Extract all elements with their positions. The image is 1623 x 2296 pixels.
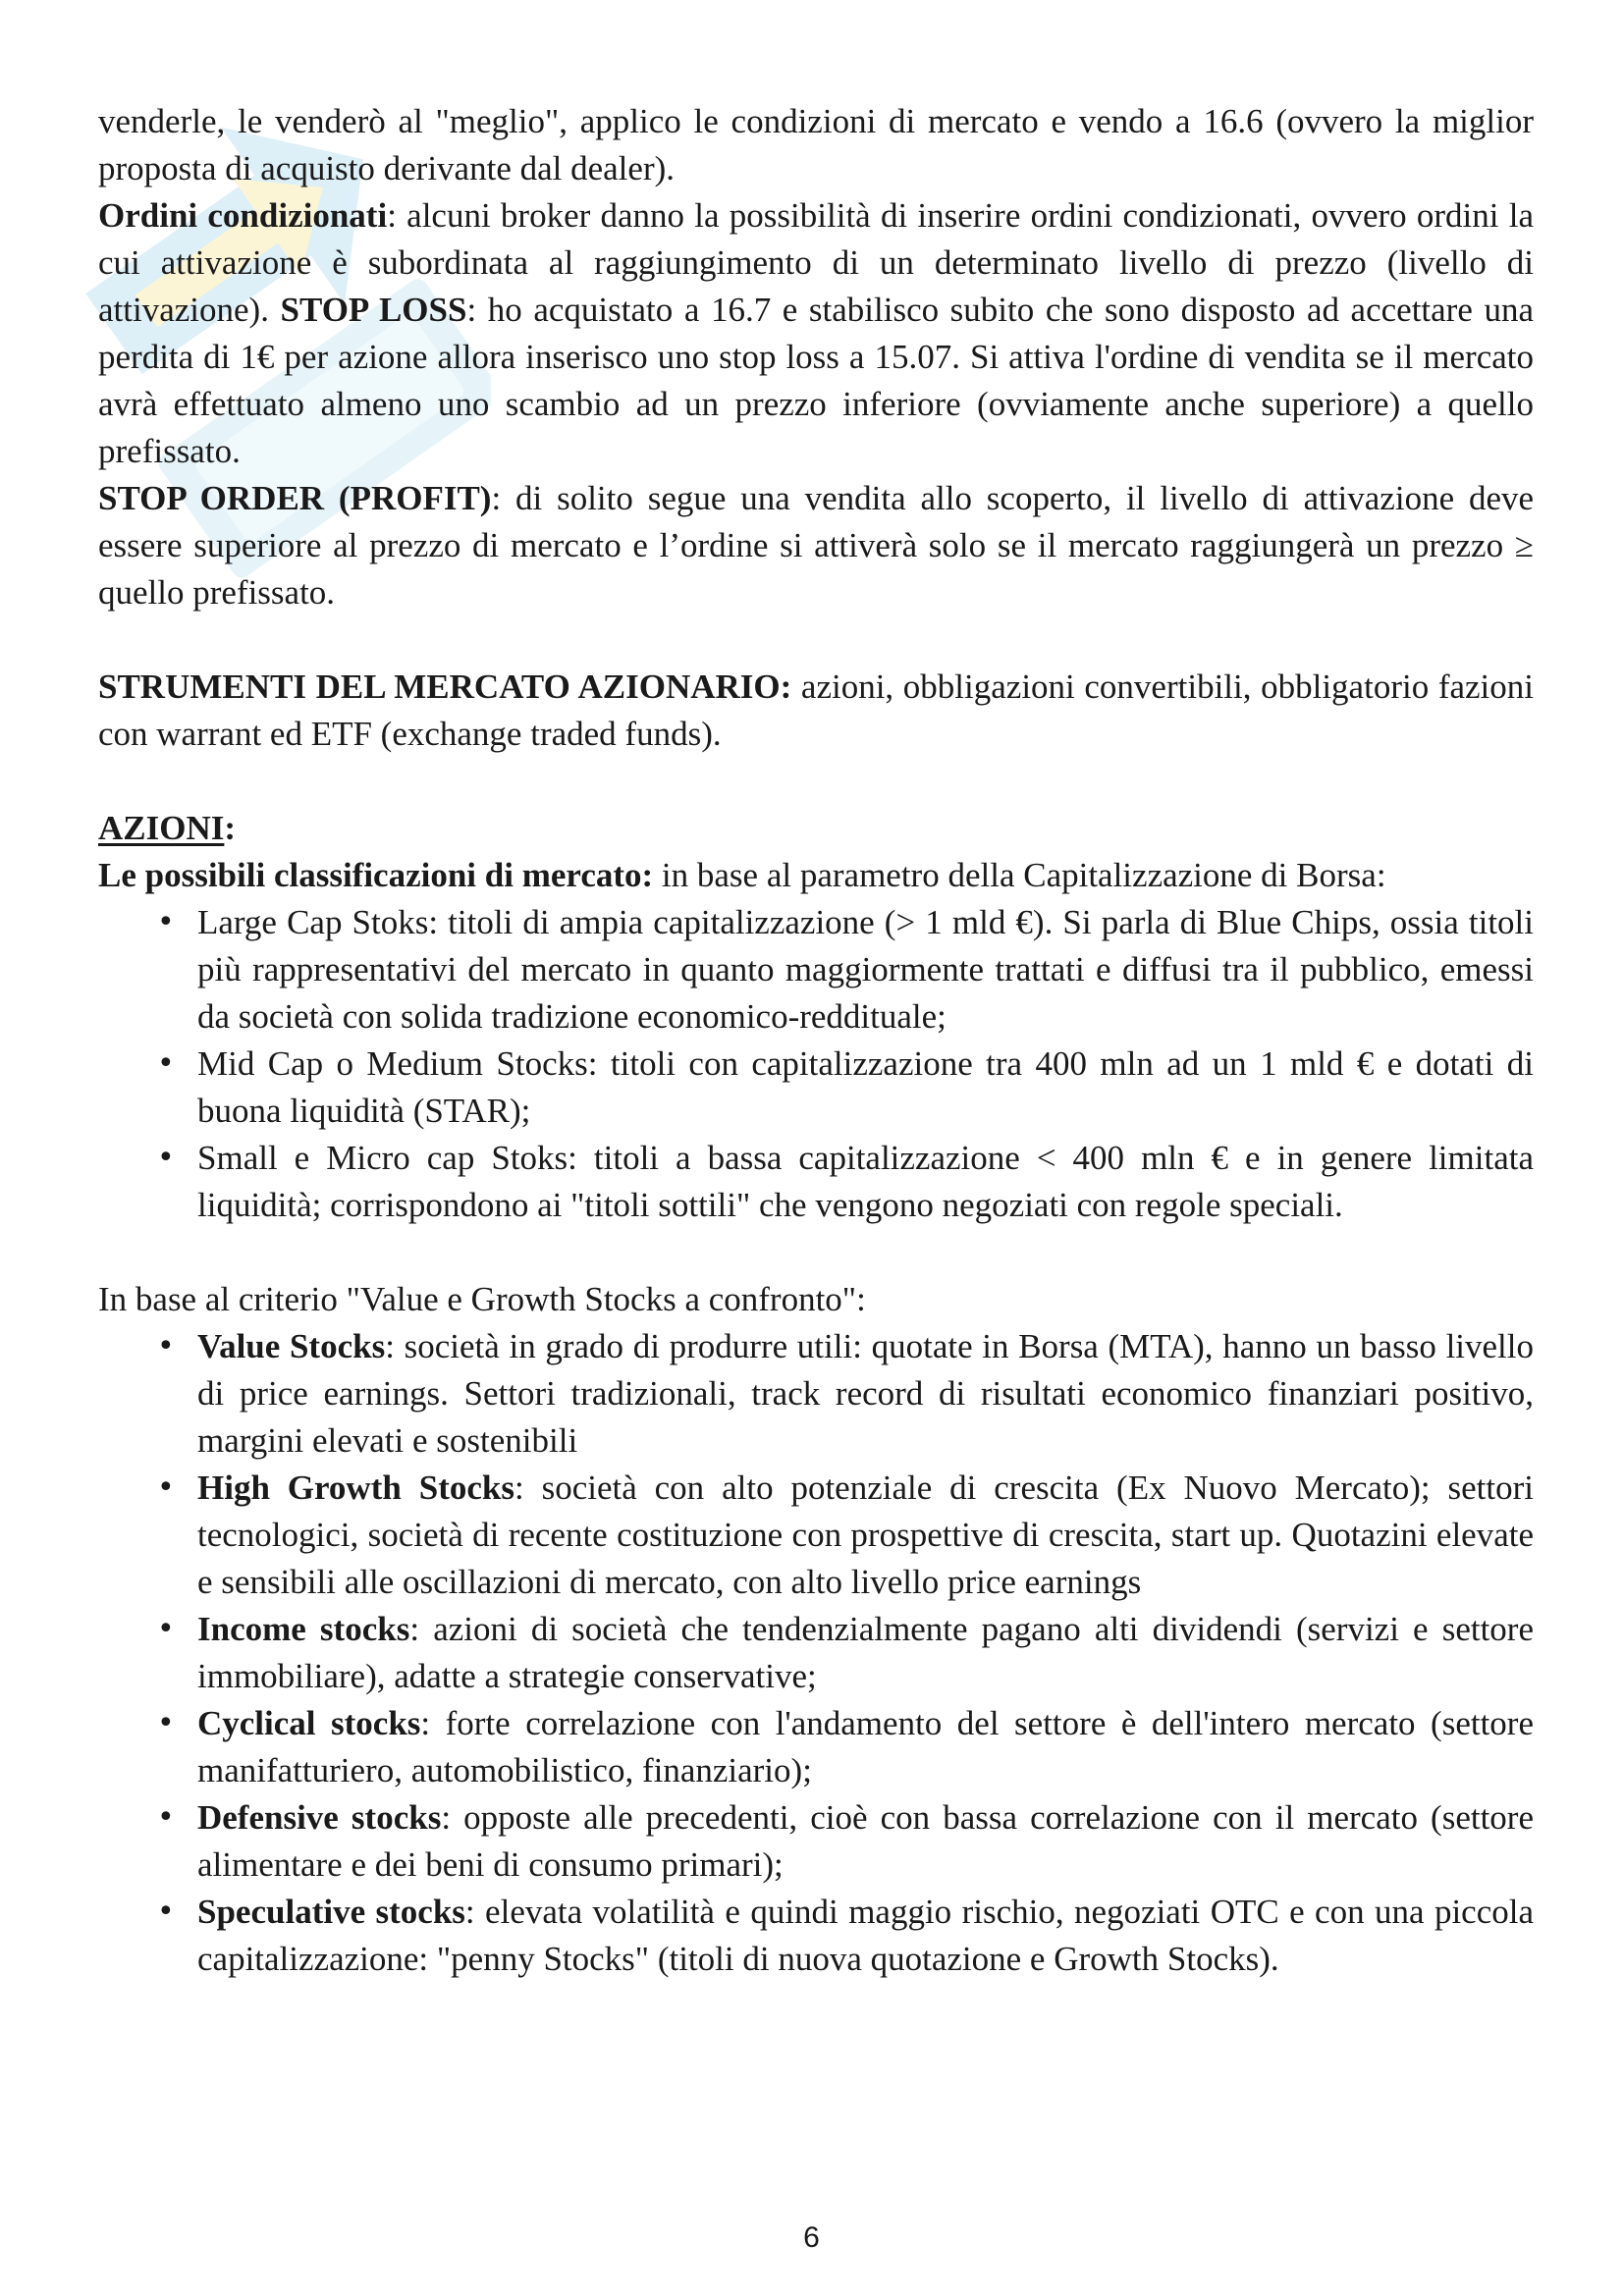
list-item	[98, 1889, 1534, 1983]
ordini-text-a: : alcuni broker danno la possibilità di inserire ordini condizionati, ovvero ordini la cui attivazione è subordinata al raggiungimento di un determinato livello di prezzo (livello di attivazione).	[98, 196, 1535, 329]
list-item: • Small e Micro cap Stoks: titoli a bassa capitalizzazione < 400 mln € e in genere limitata liquidità; corrispondono ai "titoli sottili" che vengono negoziati con regole speciali.	[98, 1135, 1534, 1229]
term-high-growth-stocks: High Growth Stocks	[197, 1468, 514, 1507]
classificazioni-text: in base al parametro della Capitalizzazione di Borsa:	[653, 856, 1386, 894]
ordini-text-b: : ho acquistato a 16.7 e stabilisco subito che sono disposto ad accettare una perdita di 1€ per azione allora inserisco uno stop loss a 15.07. Si attiva l'ordine di vendita se il mercato avrà effettuato almeno uno scambio ad un prezzo inferiore (ovviamente anche superiore) a quello prefissato.	[98, 291, 1534, 470]
document-body	[98, 98, 1534, 1983]
spacer	[98, 616, 1534, 664]
term-ordini-condizionati: Ordini condizionati	[98, 196, 388, 235]
strumenti-text: azioni, obbligazioni convertibili, obbligatorio fazioni con warrant ed ETF (exchange traded funds).	[98, 667, 1534, 753]
term-income-stocks: Income stocks	[197, 1610, 410, 1648]
section-heading-azioni	[98, 805, 1534, 852]
term-value-stocks: Value Stocks	[197, 1327, 386, 1365]
azioni-colon: :	[224, 809, 237, 847]
list-item	[98, 1700, 1534, 1794]
list-item	[98, 1794, 1534, 1889]
list-item-text: : forte correlazione con l'andamento del settore è dell'intero mercato (settore manifatturiero, automobilistico, finanziario);	[197, 1704, 1534, 1789]
term-cyclical-stocks: Cyclical stocks	[197, 1704, 421, 1742]
list-item-text: : società con alto potenziale di crescita (Ex Nuovo Mercato); settori tecnologici, società di recente costituzione con prospettive di crescita, start up. Quotazini elevate e sensibili alle oscillazioni di mercato, con alto livello price earnings	[197, 1468, 1534, 1601]
term-speculative-stocks: Speculative stocks	[197, 1893, 465, 1931]
spacer	[98, 758, 1534, 805]
stock-style-list	[98, 1323, 1534, 1983]
azioni-heading: AZIONI	[98, 809, 225, 847]
term-stop-order: STOP ORDER (PROFIT)	[98, 479, 492, 517]
paragraph-stop-order	[98, 475, 1534, 616]
term-stop-loss: STOP LOSS	[280, 291, 467, 329]
list-item	[98, 1323, 1534, 1465]
cap-list	[98, 899, 1534, 1229]
term-classificazioni: Le possibili classificazioni di mercato:	[98, 856, 654, 894]
list-item: • Large Cap Stoks: titoli di ampia capitalizzazione (> 1 mld €). Si parla di Blue Chips, ossia titoli più rappresentativi del mercato in quanto maggiormente trattati e diffusi tra il pubblico, emessi da società con solida tradizione economico-reddituale;	[98, 899, 1534, 1041]
paragraph-ordini-condizionati	[98, 192, 1534, 475]
page-number: 6	[803, 2221, 820, 2254]
list-item	[98, 1465, 1534, 1606]
term-defensive-stocks: Defensive stocks	[197, 1798, 442, 1837]
spacer	[98, 1229, 1534, 1276]
stop-order-text: : di solito segue una vendita allo scoperto, il livello di attivazione deve essere superiore al prezzo di mercato e l’ordine si attiverà solo se il mercato raggiungerà un prezzo ≥ quello prefissato.	[98, 479, 1535, 612]
list-item	[98, 1606, 1534, 1700]
paragraph-continuation: venderle, le venderò al "meglio", applico le condizioni di mercato e vendo a 16.6 (ovvero la miglior proposta di acquisto derivante dal dealer).	[98, 102, 1534, 187]
list-item-text: : azioni di società che tendenzialmente pagano alti dividendi (servizi e settore immobiliare), adatte a strategie conservative;	[197, 1610, 1535, 1695]
paragraph-classificazioni	[98, 852, 1534, 899]
paragraph-strumenti	[98, 664, 1534, 758]
list-item-text: : opposte alle precedenti, cioè con bassa correlazione con il mercato (settore alimentare e dei beni di consumo primari);	[197, 1798, 1534, 1884]
paragraph-value-growth-intro: In base al criterio "Value e Growth Stocks a confronto":	[98, 1280, 866, 1318]
term-strumenti: STRUMENTI DEL MERCATO AZIONARIO:	[98, 667, 792, 706]
list-item-text: : elevata volatilità e quindi maggio rischio, negoziati OTC e con una piccola capitalizzazione: "penny Stocks" (titoli di nuova quotazione e Growth Stocks).	[197, 1893, 1535, 1978]
list-item-text: : società in grado di produrre utili: quotate in Borsa (MTA), hanno un basso livello di price earnings. Settori tradizionali, track record di risultati economico finanziari positivo, margini elevati e sostenibili	[197, 1327, 1534, 1460]
list-item: • Mid Cap o Medium Stocks: titoli con capitalizzazione tra 400 mln ad un 1 mld € e dotati di buona liquidità (STAR);	[98, 1041, 1534, 1135]
